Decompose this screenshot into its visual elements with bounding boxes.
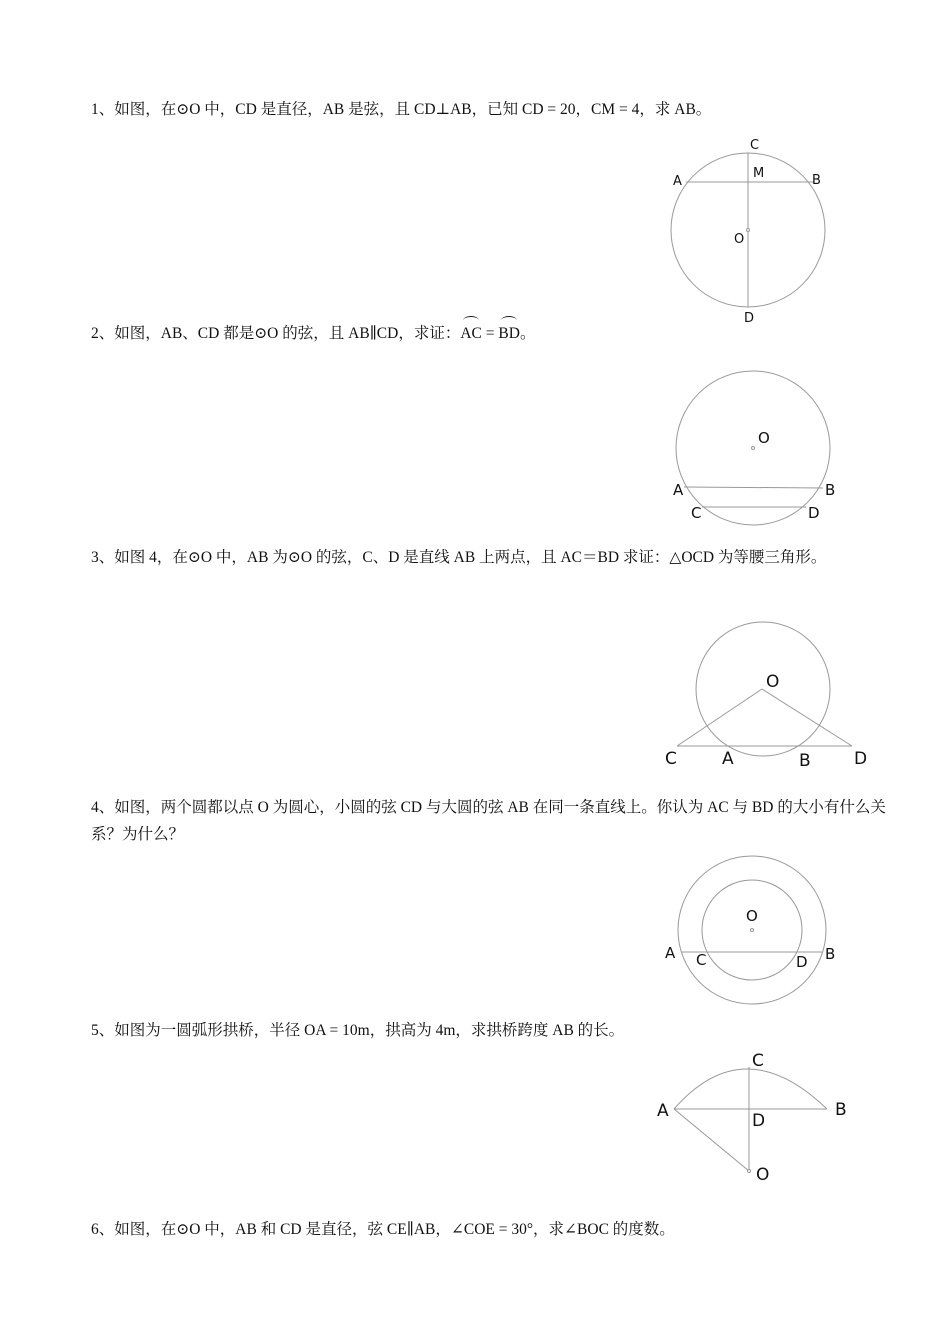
- figure-2-parallel-chords: [660, 360, 850, 530]
- label-o: O: [766, 672, 780, 692]
- figure-1-circle-diameter-chord: [660, 130, 840, 330]
- radius-oa: [674, 1109, 749, 1171]
- figure-4-concentric-circles: [655, 850, 855, 1010]
- segment-od: [762, 689, 852, 746]
- label-c: C: [691, 504, 702, 522]
- label-c: C: [665, 749, 677, 769]
- label-a: A: [673, 174, 682, 189]
- label-d: D: [744, 311, 755, 326]
- label-b: B: [812, 173, 821, 188]
- question-3-text: 3、如图 4，在⊙O 中，AB 为⊙O 的弦，C、D 是直线 AB 上两点，且 AC＝BD 求证：△OCD 为等腰三角形。: [91, 549, 827, 566]
- chord-ab: [684, 487, 823, 488]
- label-b: B: [835, 1100, 847, 1120]
- label-a: A: [665, 944, 676, 962]
- question-6-text: 6、如图，在⊙O 中，AB 和 CD 是直径，弦 CE∥AB，∠COE = 30°，求∠BOC 的度数。: [91, 1221, 675, 1238]
- label-o: O: [746, 907, 758, 925]
- label-c: C: [750, 138, 760, 153]
- label-m: M: [753, 166, 765, 181]
- label-c: C: [696, 951, 707, 969]
- center-point: [752, 447, 755, 450]
- label-d: D: [808, 504, 820, 522]
- question-1-text: 1、如图，在⊙O 中，CD 是直径，AB 是弦，且 CD⊥AB，已知 CD = 20，CM = 4，求 AB。: [91, 101, 712, 118]
- question-2-prefix: 2、如图，AB、CD 都是⊙O 的弦，且 AB∥CD，求证：: [91, 325, 461, 342]
- circle-o: [696, 622, 830, 756]
- question-5-text: 5、如图为一圆弧形拱桥，半径 OA = 10m，拱高为 4m，求拱桥跨度 AB 的长。: [91, 1022, 625, 1039]
- question-2-equals: =: [481, 325, 499, 342]
- label-b: B: [799, 751, 811, 771]
- label-o: O: [734, 232, 745, 247]
- label-a: A: [722, 749, 734, 769]
- question-4-text: 4、如图，两个圆都以点 O 为圆心，小圆的弦 CD 与大圆的弦 AB 在同一条直线上。你认为 AC 与 BD 的大小有什么关系？为什么？: [91, 799, 886, 843]
- label-d: D: [752, 1111, 766, 1131]
- figure-5-arch-bridge: [645, 1045, 865, 1195]
- label-b: B: [825, 945, 836, 963]
- label-b: B: [825, 481, 836, 499]
- center-point: [748, 1170, 751, 1173]
- label-d: D: [854, 749, 868, 769]
- center-point: [751, 929, 754, 932]
- label-o: O: [756, 1165, 770, 1185]
- label-a: A: [657, 1101, 669, 1121]
- label-o: O: [758, 429, 770, 447]
- arch-arc-acb: [674, 1069, 827, 1109]
- question-2-suffix: 。: [519, 325, 536, 342]
- figure-3-isosceles-triangle: [655, 610, 885, 770]
- question-2-text: [91, 320, 535, 347]
- label-c: C: [752, 1051, 764, 1071]
- label-d: D: [796, 953, 808, 971]
- arc-bd: BD: [498, 320, 520, 347]
- segment-oc: [677, 689, 762, 746]
- arc-ac: AC: [460, 320, 482, 347]
- label-a: A: [673, 481, 684, 499]
- center-point: [747, 229, 750, 232]
